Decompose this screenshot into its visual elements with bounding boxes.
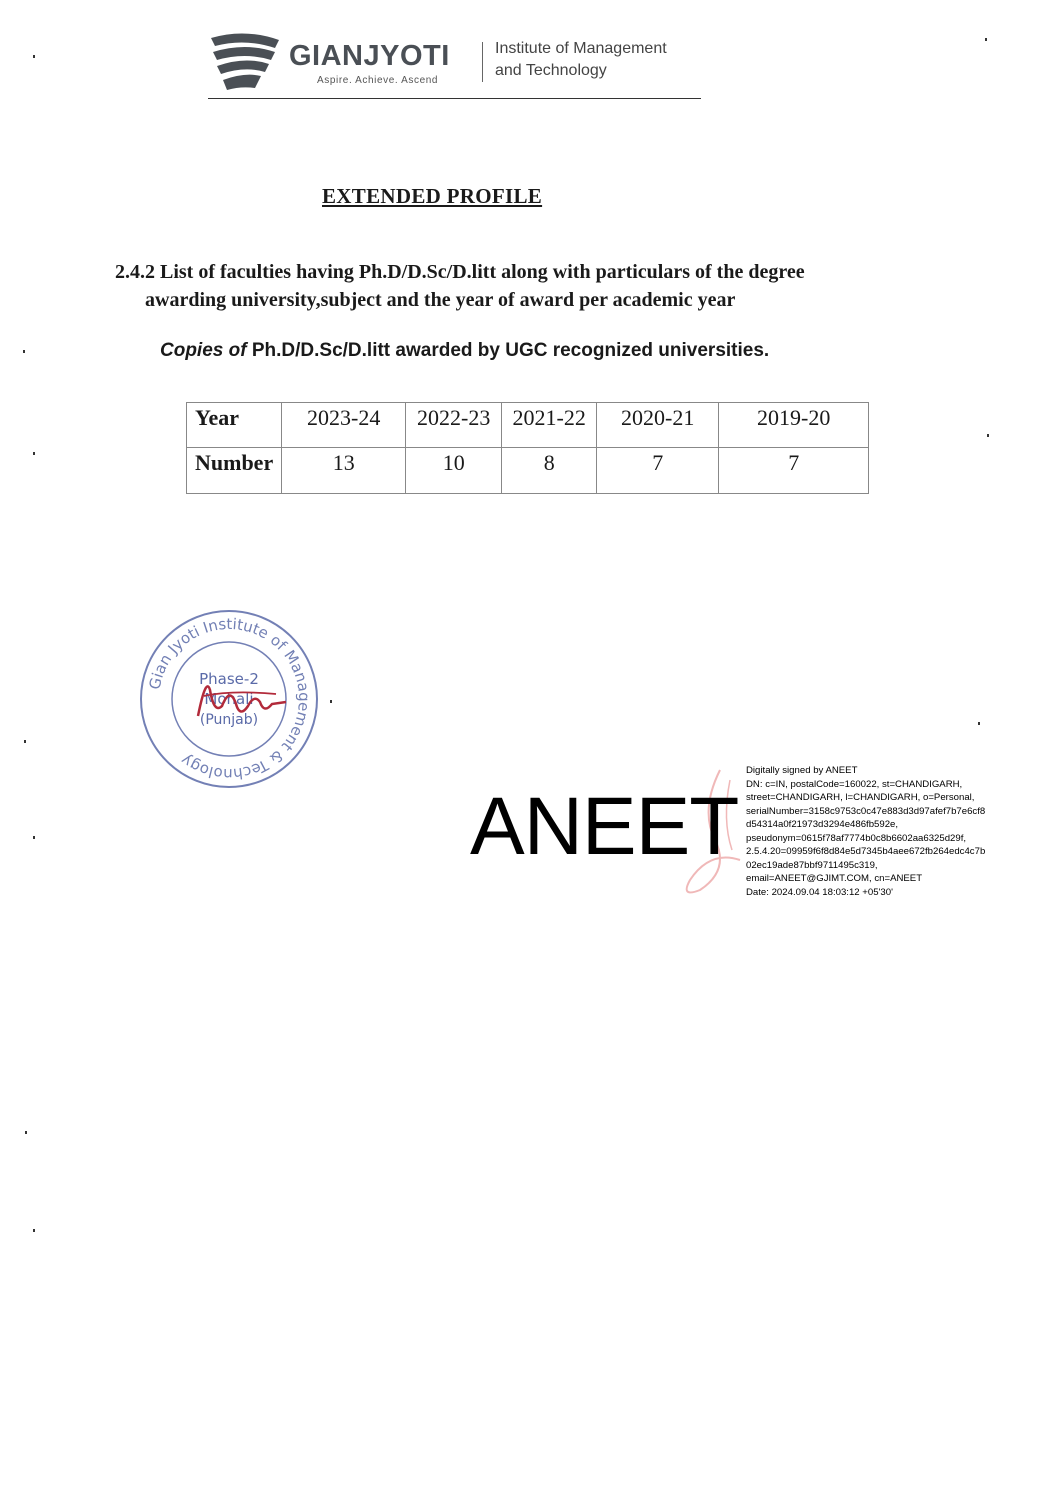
institute-line-2: and Technology: [495, 62, 607, 79]
scan-speck: [33, 55, 35, 58]
signature-detail-line: Digitally signed by ANEET: [746, 765, 858, 776]
svg-text:Gian Jyoti Institute of Manage: Gian Jyoti Institute of Management & Technology: [145, 614, 314, 784]
scan-speck: [33, 836, 35, 839]
number-cell: 7: [597, 448, 719, 494]
scan-speck: [330, 700, 332, 703]
heading-line-1: 2.4.2 List of faculties having Ph.D/D.Sc/D.litt along with particulars of the degree: [115, 261, 805, 283]
faculty-phd-table: [186, 402, 869, 494]
row-label-year: Year: [187, 403, 282, 448]
year-cell: 2022-23: [406, 403, 502, 448]
page-title: EXTENDED PROFILE: [322, 184, 543, 208]
year-cell: 2021-22: [502, 403, 597, 448]
number-cell: 8: [502, 448, 597, 494]
number-cell: 10: [406, 448, 502, 494]
subheading-rest: Ph.D/D.Sc/D.litt awarded by UGC recognized universities.: [246, 340, 770, 361]
scan-speck: [33, 452, 35, 455]
year-cell: 2020-21: [597, 403, 719, 448]
subheading: [160, 340, 769, 362]
digital-signature-name: ANEET: [470, 781, 739, 872]
scan-speck: [33, 1229, 35, 1232]
signature-detail-line: pseudonym=0615f78af7774b0c8b6602aa6325d29f,: [746, 832, 967, 844]
table-row-year: [187, 403, 869, 448]
row-label-number: Number: [187, 448, 282, 494]
scan-speck: [978, 722, 980, 725]
logo-separator: [482, 42, 483, 82]
subheading-italic: Copies of: [160, 340, 247, 361]
brand-name: GIANJYOTI: [289, 40, 450, 72]
signature-detail-line: email=ANEET@GJIMT.COM, cn=ANEET: [746, 873, 923, 884]
number-cell: 7: [719, 448, 869, 494]
scan-speck: [24, 740, 26, 743]
gianjyoti-logo-icon: [205, 30, 283, 94]
institute-seal-stamp: [136, 606, 322, 792]
institute-name: [495, 38, 667, 82]
institute-line-1: Institute of Management: [495, 40, 667, 57]
signature-detail-line: d54314a0f21973d3294e486fb592e,: [746, 819, 899, 830]
scan-speck: [985, 38, 987, 41]
letterhead: [205, 28, 705, 104]
signature-detail-line: 2.5.4.20=09959f6f8d84e5d7345b4aee672fb264edc4c7b: [746, 846, 986, 857]
seal-center-line-2: Mohali: [204, 690, 254, 708]
signature-detail-line: serialNumber=3158c9753c0c47e883d3d97afef7b7e6cf8: [746, 805, 986, 817]
section-heading: [115, 258, 935, 314]
scan-speck: [987, 434, 989, 437]
signature-detail-line: street=CHANDIGARH, l=CHANDIGARH, o=Personal,: [746, 792, 975, 803]
signature-detail-line: DN: c=IN, postalCode=160022, st=CHANDIGARH,: [746, 778, 963, 790]
scan-speck: [25, 1131, 27, 1134]
heading-line-2: awarding university,subject and the year of award per academic year: [145, 289, 736, 311]
signature-detail-line: 02ec19ade87bbf9711495c319,: [746, 859, 878, 871]
year-cell: 2019-20: [719, 403, 869, 448]
number-cell: 13: [282, 448, 406, 494]
seal-center-line-1: Phase-2: [199, 670, 259, 688]
year-cell: 2023-24: [282, 403, 406, 448]
table-row-number: [187, 448, 869, 494]
header-rule: [208, 98, 701, 99]
brand-tagline: Aspire. Achieve. Ascend: [317, 75, 439, 86]
digital-signature-details: [746, 764, 1036, 899]
scan-speck: [23, 350, 25, 353]
seal-center-line-3: (Punjab): [199, 712, 259, 728]
signature-detail-line: Date: 2024.09.04 18:03:12 +05'30': [746, 886, 893, 898]
